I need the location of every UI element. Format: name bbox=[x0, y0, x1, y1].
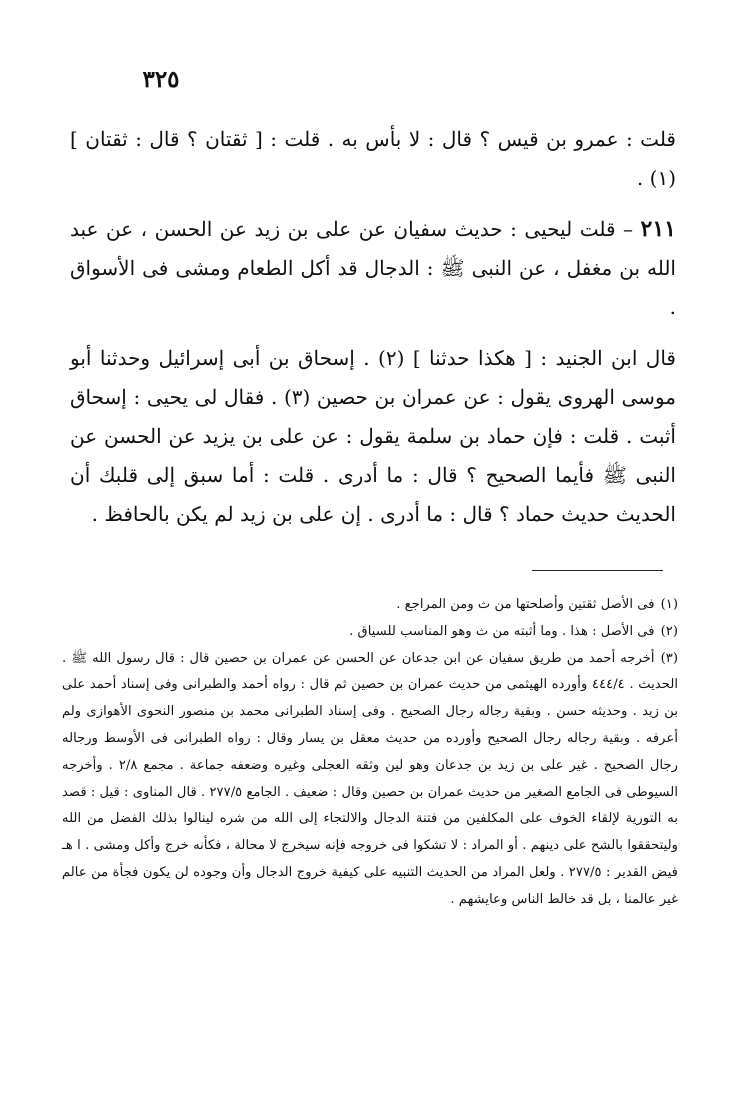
paragraph-1: قلت : عمرو بن قيس ؟ قال : لا بأس به . قلت : [ ثقتان ؟ قال : ثقتان ] (١) . bbox=[70, 127, 676, 190]
footnote-2 bbox=[62, 619, 688, 646]
hadith-number: ٢١١ bbox=[640, 216, 676, 242]
footnote-2-text: فى الأصل : هذا . وما أثبته من ث وهو المناسب للسياق . bbox=[349, 623, 655, 639]
footnote-2-marker: (٢) bbox=[660, 623, 678, 639]
page-number: ٣٢٥ bbox=[142, 66, 180, 93]
footnote-3 bbox=[62, 646, 688, 914]
main-text bbox=[70, 120, 676, 534]
footnote-1-text: فى الأصل ثقتين وأصلحتها من ث ومن المراجع . bbox=[396, 597, 655, 612]
footnote-divider bbox=[532, 570, 663, 571]
footnotes bbox=[62, 592, 688, 914]
paragraph-211 bbox=[70, 210, 676, 327]
paragraph-211-text: – قلت ليحيى : حديث سفيان عن على بن زيد عن الحسن ، عن عبد الله بن مغفل ، عن النبى ﷺ : الدجال قد أكل الطعام ومشى فى الأسواق . bbox=[70, 217, 676, 319]
footnote-1 bbox=[62, 592, 688, 619]
footnote-3-text: أخرجه أحمد من طريق سفيان عن ابن جدعان عن الحسن عن عمران بن حصين قال : قال رسول الله ﷺ . الحديث . ٤٤٤/٤ وأورده الهيثمى من حديث عمران بن حصين ثم قال : رواه أحمد والطبرانى وفى إسناد أحمد على بن زيد . وحديثه حسن . وبقية رجاله رجال الصحيح . وفى إسناد الطبرانى محمد بن منصور النحوى الأهوازى ولم أعرفه . وبقية رجاله رجال الصحيح وأورده من حديث معقل بن يسار وقال : رواه الطبرانى فى الأوسط ورجاله رجال الصحيح . غير على بن زيد بن جدعان وهو لين وثقه العجلى وغيره وضعفه جماعة . مجمع ٢/٨ . وأخرجه السيوطى فى الجامع الصغير من حديث عمران بن حصين وقال : ضعيف . الجامع ٢٧٧/٥ . قال المناوى : قيل : قصد به التورية لإلقاء الخوف على المكلفين من فتنة الدجال والالتجاء إلى الله من شره لينالوا بذلك الفضل من الله وليتحققوا بالشح على دينهم . أو المراد : لا تشكوا فى خروجه فإنه سيخرج لا محالة ، فكأنه خرج وأكل ومشى . ا هـ فيض القدير : ٢٧٧/٥ . ولعل المراد من الحديث التنبيه على كيفية خروج الدجال وأن وجوده لن يكون فجأة من عالم غير عالمنا ، بل قد خالط الناس وعايشهم . bbox=[62, 650, 679, 907]
paragraph-3: قال ابن الجنيد : [ هكذا حدثنا ] (٢) . إسحاق بن أبى إسرائيل وحدثنا أبو موسى الهروى يقول : عن عمران بن حصين (٣) . فقال لى يحيى : إسحاق أثبت . قلت : فإن حماد بن سلمة يقول : عن على بن يزيد عن الحسن عن النبى ﷺ فأيما الصحيح ؟ قال : ما أدرى . قلت : أما سبق إلى قلبك أن الحديث حديث حماد ؟ قال : ما أدرى . إن على بن زيد لم يكن بالحافظ . bbox=[70, 346, 676, 526]
footnote-1-marker: (١) bbox=[660, 597, 678, 612]
footnote-3-marker: (٣) bbox=[660, 650, 678, 666]
